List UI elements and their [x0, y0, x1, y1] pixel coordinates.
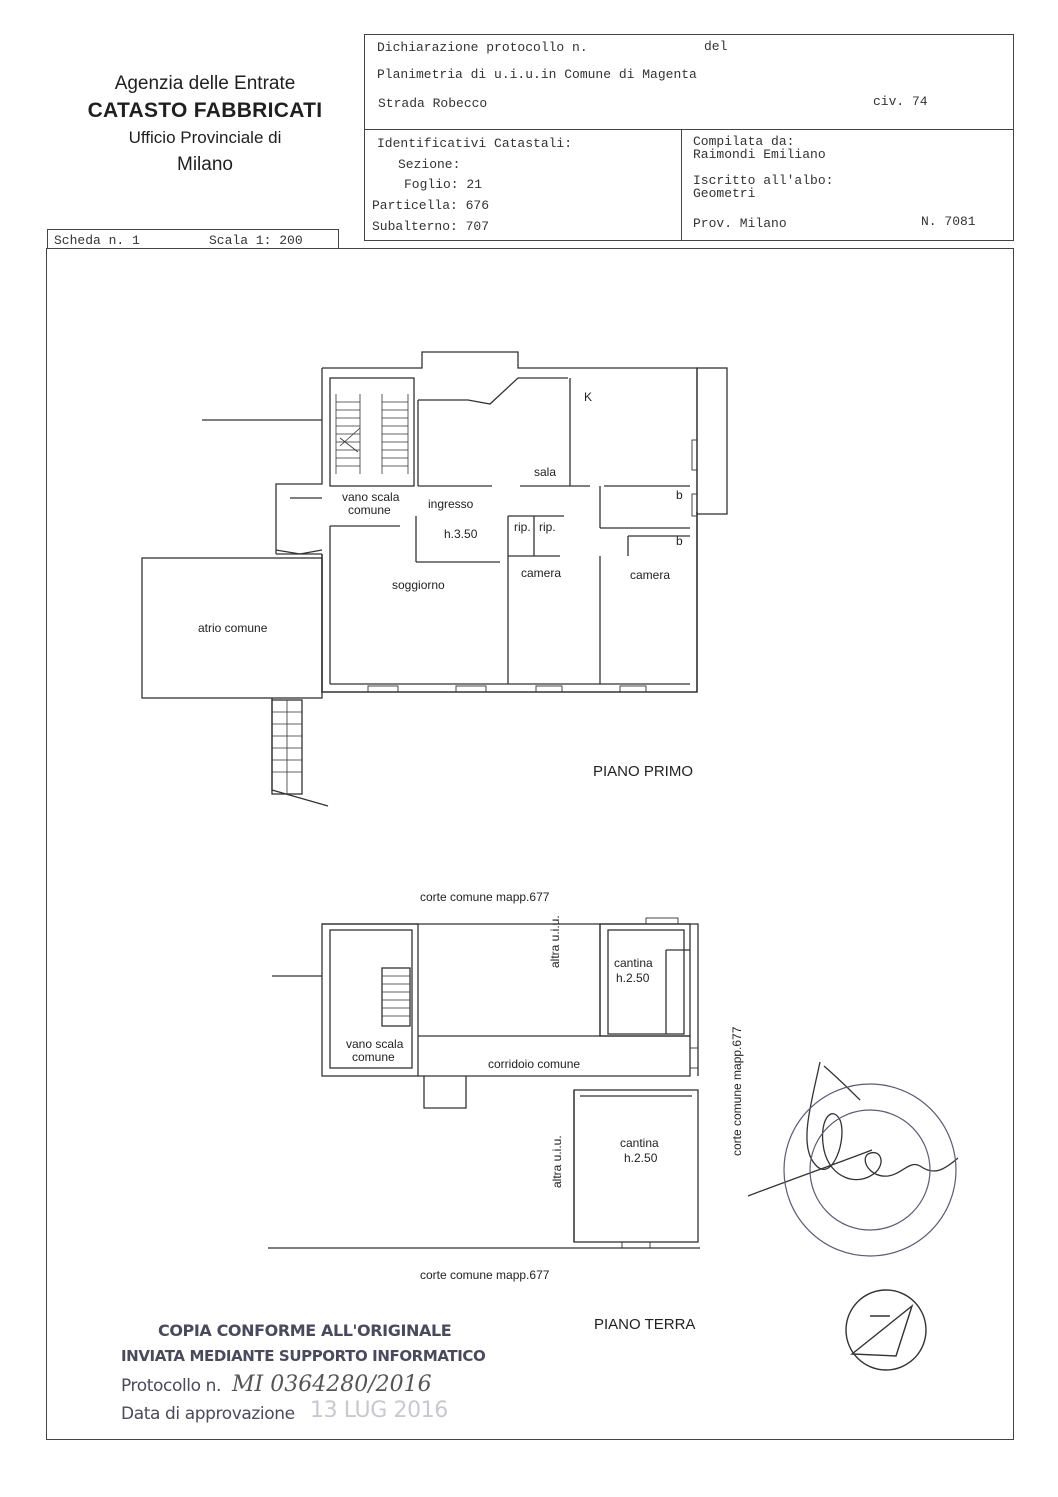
foglio-label: Foglio: 21 — [404, 177, 483, 192]
iscritto-label: Iscritto all'albo: — [693, 173, 834, 188]
agency-name: Agenzia delle Entrate — [114, 73, 296, 94]
pt-cantina-2: cantina — [620, 1136, 659, 1150]
signature — [748, 1062, 958, 1196]
subalterno-label: Subalterno: 707 — [372, 219, 490, 234]
pt-corridoio: corridoio comune — [488, 1057, 581, 1071]
pp-camera-2: camera — [630, 568, 671, 582]
pp-vano-scala-2: comune — [348, 503, 391, 517]
pt-corte-bottom: corte comune mapp.677 — [420, 1268, 550, 1282]
north-arrow-icon — [846, 1290, 926, 1370]
pp-rip-2: rip. — [539, 520, 556, 534]
compilata-label: Compilata da: — [693, 134, 795, 149]
sezione-label: Sezione: — [398, 157, 461, 172]
pp-camera-1: camera — [521, 566, 562, 580]
pt-cantina-2-h: h.2.50 — [624, 1151, 658, 1165]
pt-vano-scala-2: comune — [352, 1050, 395, 1064]
copia-line-1: COPIA CONFORME ALL'ORIGINALE — [158, 1321, 452, 1340]
pp-height: h.3.50 — [444, 527, 478, 541]
pt-vano-scala-1: vano scala — [346, 1037, 404, 1051]
scala-label: Scala 1: 200 — [209, 233, 303, 248]
pp-kitchen: K — [584, 390, 593, 404]
pp-sala: sala — [534, 465, 557, 479]
data-value-footer: 13 LUG 2016 — [310, 1398, 448, 1423]
identificativi-title: Identificativi Catastali: — [377, 136, 573, 151]
pp-rip-1: rip. — [514, 520, 531, 534]
pp-ingresso: ingresso — [428, 497, 474, 511]
pt-cantina-1: cantina — [614, 956, 653, 970]
iscritto-value: Geometri — [693, 186, 756, 201]
piano-primo-title: PIANO PRIMO — [593, 763, 694, 780]
pt-corte-right: corte comune mapp.677 — [730, 1026, 744, 1156]
copia-line-2: INVIATA MEDIANTE SUPPORTO INFORMATICO — [121, 1347, 486, 1365]
planimetria-text: Planimetria di u.i.u.in Comune di Magenta — [377, 67, 697, 82]
ufficio-label: Ufficio Provinciale di — [128, 128, 282, 147]
civico-text: civ. 74 — [873, 94, 928, 109]
pt-altra-2: altra u.i.u. — [550, 1135, 564, 1188]
strada-text: Strada Robecco — [378, 96, 488, 111]
pp-atrio: atrio comune — [198, 621, 268, 635]
protocollo-label: Dichiarazione protocollo n. — [377, 40, 588, 55]
particella-label: Particella: 676 — [372, 198, 490, 213]
city-label: Milano — [177, 154, 233, 175]
pp-vano-scala-1: vano scala — [342, 490, 400, 504]
pt-corte-top: corte comune mapp.677 — [420, 890, 550, 904]
pp-soggiorno: soggiorno — [392, 578, 445, 592]
pt-cantina-1-h: h.2.50 — [616, 971, 650, 985]
scheda-label: Scheda n. 1 — [54, 233, 140, 248]
del-label: del — [704, 39, 728, 54]
piano-terra-title: PIANO TERRA — [594, 1316, 696, 1333]
protocollo-label-footer: Protocollo n. — [121, 1376, 222, 1396]
prov-label: Prov. Milano — [693, 216, 787, 231]
catasto-title: CATASTO FABBRICATI — [87, 99, 323, 122]
compilata-name: Raimondi Emiliano — [693, 147, 826, 162]
protocollo-value-footer: MI 0364280/2016 — [232, 1372, 432, 1397]
pp-bath-2: b — [676, 534, 683, 548]
data-label-footer: Data di approvazione — [121, 1404, 295, 1424]
numero-label: N. 7081 — [921, 214, 976, 229]
pt-altra-1: altra u.i.u. — [548, 915, 562, 968]
pp-bath-1: b — [676, 488, 683, 502]
